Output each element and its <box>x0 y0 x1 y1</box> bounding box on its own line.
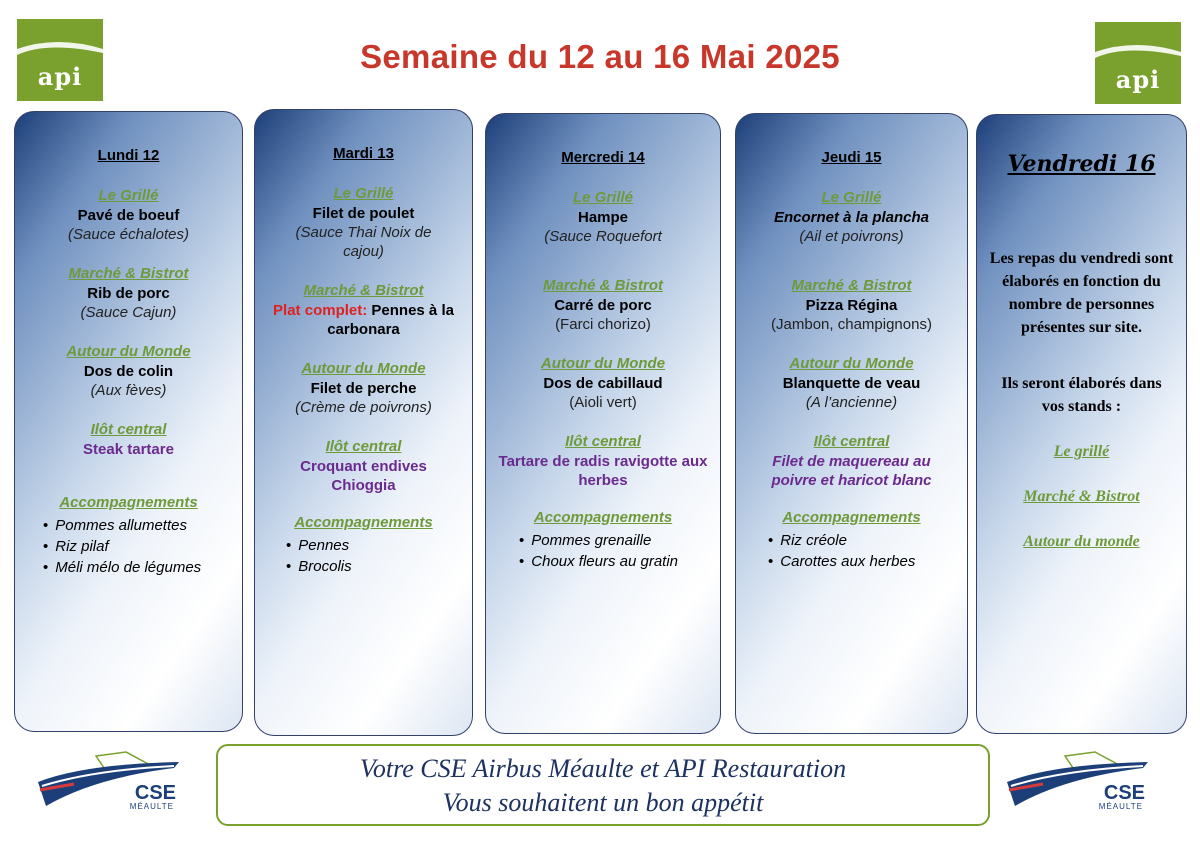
day-column-lundi <box>14 111 243 732</box>
dish-line <box>255 301 472 339</box>
category-label: Accompagnements <box>294 514 433 531</box>
dish-sauce: (Farci chorizo) <box>555 316 651 333</box>
dish-name: Blanquette de veau <box>782 375 921 392</box>
sides-list <box>486 530 720 572</box>
list-item: • Carottes aux herbes <box>768 551 967 572</box>
dish-sauce: (Ail et poivrons) <box>799 228 904 245</box>
dish-name: Dos de cabillaud <box>543 375 663 392</box>
section-accompagnements <box>255 513 472 577</box>
section-accompagnements <box>15 493 242 578</box>
category-label: Marché & Bistrot <box>791 277 912 294</box>
day-title: Vendredi 16 <box>1007 151 1156 177</box>
list-item: • Brocolis <box>286 556 472 577</box>
section-bistrot <box>15 264 242 322</box>
dish-name: Encornet à la plancha <box>773 209 930 226</box>
section-bistrot <box>736 276 967 334</box>
page-title: Semaine du 12 au 16 Mai 2025 <box>360 38 840 75</box>
day-title: Mercredi 14 <box>561 149 645 166</box>
dish-name: Hampe <box>577 209 629 226</box>
dish-name: Steak tartare <box>83 441 174 458</box>
list-item: • Riz pilaf <box>43 536 242 557</box>
dish-name: Croquant endives Chioggia <box>300 458 427 494</box>
day-title: Jeudi 15 <box>821 149 882 166</box>
friday-stands-intro: Ils seront élaborés dans vos stands : <box>1001 375 1162 415</box>
section-monde <box>736 354 967 412</box>
category-label: Le Grillé <box>333 185 394 202</box>
section-grill <box>736 188 967 246</box>
dish-name: Tartare de radis ravigotte aux herbes <box>498 453 708 489</box>
day-column-jeudi <box>735 113 968 734</box>
day-title: Lundi 12 <box>97 147 160 164</box>
cse-label: CSE <box>1103 782 1145 804</box>
cse-sublabel: MÉAULTE <box>129 802 174 811</box>
category-label: Accompagnements <box>59 494 198 511</box>
section-ilot <box>255 437 472 495</box>
day-column-mardi <box>254 109 473 736</box>
category-label: Ilôt central <box>813 433 890 450</box>
category-label: Autour du Monde <box>789 355 914 372</box>
section-grill <box>486 188 720 246</box>
api-logo-right <box>1095 22 1181 104</box>
dish-name: Filet de perche <box>310 380 417 397</box>
category-label: Accompagnements <box>782 509 921 526</box>
stand-label: Autour du monde <box>1023 533 1140 550</box>
dish-name: Pizza Régina <box>805 297 898 314</box>
cse-logo-left <box>34 744 184 816</box>
dish-name: Rib de porc <box>87 285 170 302</box>
dish-sauce: (Sauce Cajun) <box>80 304 177 321</box>
section-monde <box>15 342 242 400</box>
list-item: • Riz créole <box>768 530 967 551</box>
friday-info-text: Les repas du vendredi sont élaborés en fonction du nombre de personnes présentes sur site. <box>989 250 1174 336</box>
day-column-vendredi <box>976 114 1187 734</box>
dish-sauce: (Aioli vert) <box>569 394 637 411</box>
cse-sublabel: MÉAULTE <box>1098 802 1143 811</box>
category-label: Le Grillé <box>821 189 882 206</box>
dish-name: Pennes à la carbonara <box>327 302 454 338</box>
section-ilot <box>15 420 242 459</box>
category-label: Marché & Bistrot <box>542 277 664 294</box>
dish-sauce: (Sauce Roquefort <box>544 228 662 245</box>
plat-complet-label: Plat complet: <box>273 302 368 319</box>
list-item: • Pommes grenaille <box>519 530 720 551</box>
footer-line-1: Votre CSE Airbus Méaulte et API Restauration <box>359 754 847 783</box>
section-bistrot <box>486 276 720 334</box>
section-bistrot <box>255 281 472 339</box>
dish-name: Dos de colin <box>83 363 174 380</box>
footer-line-2: Vous souhaitent un bon appétit <box>442 788 764 817</box>
dish-name: Carré de porc <box>554 297 652 314</box>
list-item: • Choux fleurs au gratin <box>519 551 720 572</box>
dish-sauce: (Aux fèves) <box>90 382 167 399</box>
sides-list <box>736 530 967 572</box>
dish-name: Filet de poulet <box>312 205 415 222</box>
section-grill <box>255 184 472 261</box>
stand-label: Marché & Bistrot <box>1023 488 1140 505</box>
list-item: • Pommes allumettes <box>43 515 242 536</box>
day-title: Mardi 13 <box>333 145 394 162</box>
category-label: Le Grillé <box>98 187 159 204</box>
section-ilot <box>486 432 720 490</box>
api-logo-text: api <box>37 62 83 91</box>
api-logo-left <box>17 19 103 101</box>
dish-sauce: (Jambon, champignons) <box>771 316 932 333</box>
dish-sauce: (Crème de poivrons) <box>295 399 432 416</box>
category-label: Ilôt central <box>90 421 167 438</box>
section-ilot <box>736 432 967 490</box>
category-label: Autour du Monde <box>301 360 426 377</box>
category-label: Accompagnements <box>533 509 673 526</box>
section-accompagnements <box>486 508 720 572</box>
section-monde <box>486 354 720 412</box>
category-label: Marché & Bistrot <box>68 265 189 282</box>
sides-list <box>15 515 242 578</box>
section-accompagnements <box>736 508 967 572</box>
footer-message <box>216 744 990 826</box>
category-label: Autour du Monde <box>66 343 191 360</box>
cse-logo-right <box>1003 744 1153 816</box>
list-item: • Pennes <box>286 535 472 556</box>
dish-sauce: (Sauce échalotes) <box>68 226 189 243</box>
dish-sauce: (Sauce Thai Noix de cajou) <box>295 224 432 260</box>
dish-sauce: (A l’ancienne) <box>805 394 898 411</box>
category-label: Le Grillé <box>572 189 634 206</box>
api-logo-text: api <box>1115 65 1161 94</box>
stand-label: Le grillé <box>1053 443 1110 460</box>
day-column-mercredi <box>485 113 721 734</box>
category-label: Marché & Bistrot <box>303 282 424 299</box>
dish-name: Pavé de boeuf <box>77 207 180 224</box>
category-label: Ilôt central <box>325 438 402 455</box>
section-grill <box>15 186 242 244</box>
cse-label: CSE <box>134 782 176 804</box>
sides-list <box>255 535 472 577</box>
dish-name: Filet de maquereau au poivre et haricot blanc <box>771 453 932 489</box>
category-label: Ilôt central <box>565 433 641 450</box>
section-monde <box>255 359 472 417</box>
list-item: • Méli mélo de légumes <box>43 557 242 578</box>
category-label: Autour du Monde <box>540 355 666 372</box>
